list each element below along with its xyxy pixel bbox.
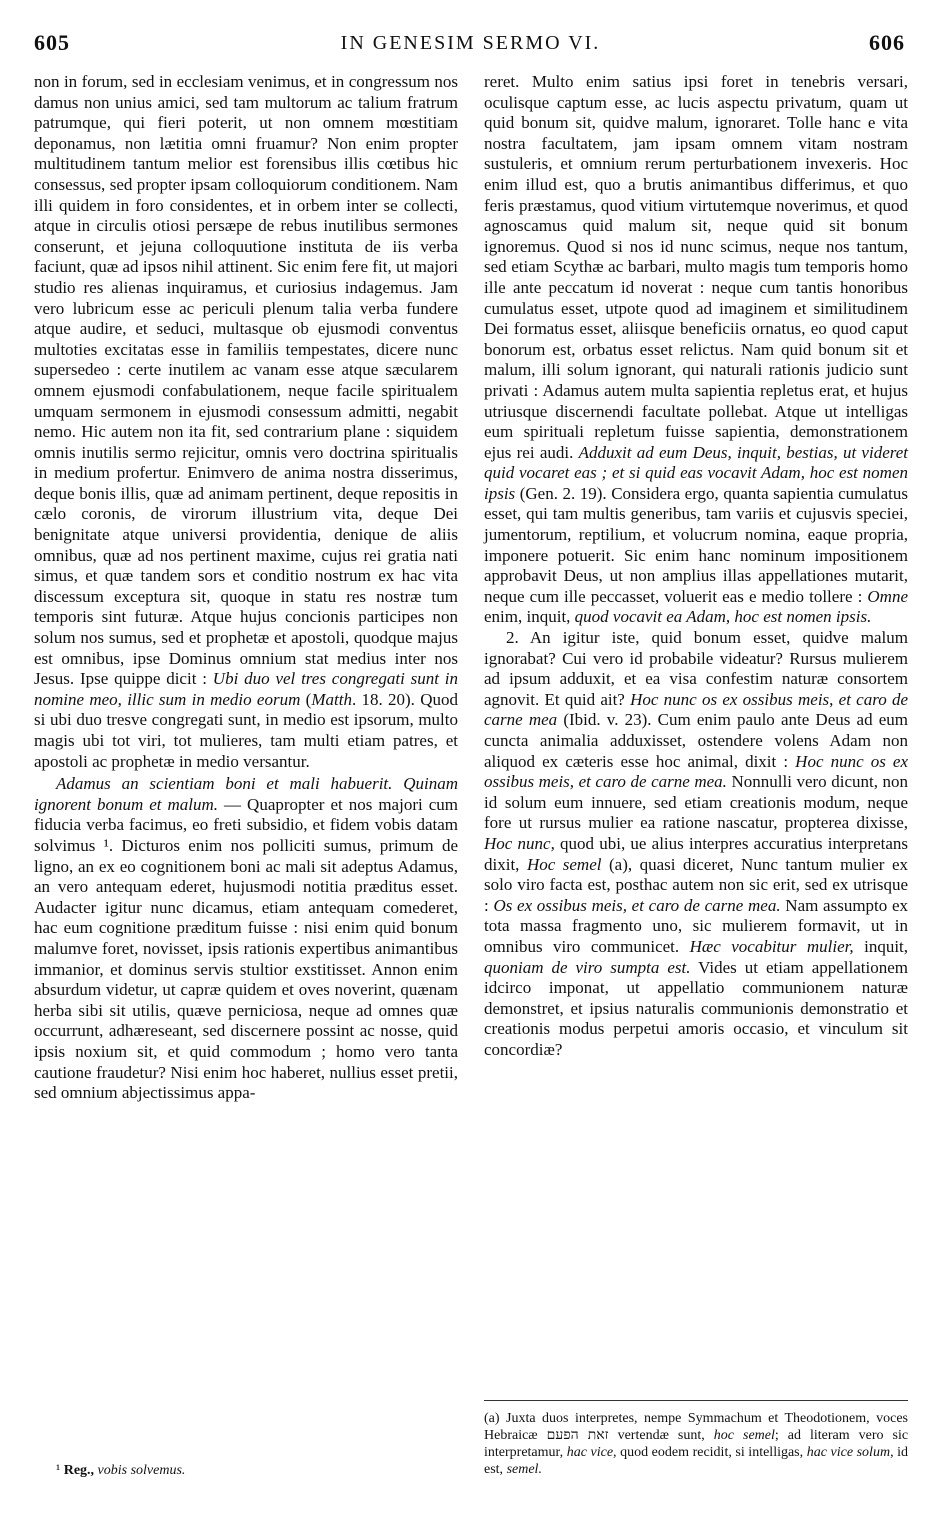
scripture-quote: Hoc semel: [526, 854, 602, 874]
footnote-text: , id est,: [484, 1445, 909, 1477]
text: — Quapropter et nos majori cum fiducia verba facimus, eo freti subsidio, et fidem vobis datam solvimus ¹. Dicturos enim nos polliciti sumus, primum de ligno, an ex eo cognitionem boni ac mali sit adeptus Adamus, an vero antequam ederet, hujusmodi notitia præditus esset. Audacter igitur nunc dicamus, etiam antequam comederet, hac eum cognitione præditum fuisse : nisi enim quid bonum malumve foret, novisset, ipsis rationis expertibus animantibus immanior, et dominus servis stultior exstitisset. Annon enim absurdum videtur, ut capræ quidem et oves noverint, quænam herba sibi sit utilis, quæve perniciosa, neque ad omnes quæ occurrunt, adhæreseant, sed discernere possint ac nosse, quid ipsis noxium sit, et quid commodum ; homo vero tanta cautione fraudetur? Nisi enim hoc haberet, nullius esset pretii, sed omnium abjectissimus appa-: [34, 794, 458, 1103]
page-header: [0, 0, 941, 62]
footnote-italic: hac vice solum: [806, 1445, 891, 1460]
footnote-italic: semel.: [506, 1462, 542, 1477]
left-column: [34, 72, 458, 1104]
text: 2. An igitur iste, quid bonum esset, quidve malum ignorabat? Cui vero id probabile videatur? Rursus mulierem ad ipsum adduxit, et ea visa confestim naturæ consortem agnovit. Et quid ait?: [484, 628, 908, 709]
text: Quod si ubi duo tresve congregati sunt, in medio est ipsorum, multo magis ubi tot viri, tot mulieres, tam multi etiam patres, et apostoli ac prophetæ in medio versantur.: [34, 689, 459, 771]
scripture-quote: Ubi duo vel tres congregati sunt in nomine meo, illic sum in medio eorum: [34, 669, 458, 709]
footnote-italic: vobis solvemus.: [97, 1463, 186, 1478]
footnote-italic: hac vice: [566, 1445, 614, 1460]
footnote-text: ; ad literam vero sic interpretamur,: [484, 1428, 909, 1460]
footnote-text: , quod eodem recidit, si intelligas,: [613, 1445, 804, 1460]
scripture-quote: Hoc nunc,: [484, 833, 555, 853]
footnote-mark: ¹: [56, 1463, 61, 1478]
text: Nam assumpto ex tota massa fragmento uno, sic mulierem formavit, ut in omnibus viro communicet.: [484, 895, 909, 956]
scripture-quote: Hoc nunc os ex ossibus meis, et caro de carne mea.: [484, 751, 909, 792]
scripture-quote: Hoc nunc os ex ossibus meis, et caro de carne mea: [484, 689, 908, 730]
scripture-quote: Os ex ossibus meis, et caro de carne mea.: [493, 895, 781, 915]
footnote-italic: hoc semel: [713, 1428, 775, 1443]
right-column: [484, 72, 908, 1061]
scripture-quote: Omne: [867, 586, 908, 606]
footnote-divider: [484, 1400, 908, 1401]
footnote-1: [56, 1462, 456, 1479]
page-number-right: 606: [869, 30, 905, 55]
hebrew-text: זאת הפעם: [546, 1428, 609, 1443]
left-paragraph-2: [34, 774, 458, 1104]
text: Vides ut etiam appellationem idcirco imponat, ut appellatio communionem naturæ demonstret, et ipsius naturalis communionis demonstratio et creationis modus perpetui amoris occasio, et vinculum sit concordiæ?: [484, 957, 908, 1059]
page-number-left: 605: [34, 30, 70, 55]
ref-num: . 18. 20).: [351, 689, 415, 709]
scripture-ref: (Ibid. v. 23).: [563, 710, 652, 730]
text: enim, inquit,: [484, 607, 571, 627]
ref-book: Matth: [311, 689, 352, 709]
text: Considera ergo, quanta sapientia cumulatus esset, qui tam multis generibus, tam variis et cujusvis speciei, jumentorum, reptilium, et volucrum nomina, eaque propria, imponere potuerit. Sic enim hanc nominum impositionem approbavit Deus, ut non amplius illas appellationes mutarit, neque cum ille peccasset, voluerit eas e medio tollere :: [484, 483, 908, 606]
scripture-quote: Hæc vocabitur mulier,: [689, 936, 854, 956]
footnote-a: [484, 1410, 908, 1478]
scripture-quote: Adduxit ad eum Deus, inquit, bestias, ut videret quid vocaret eas ; et si quid eas vocavit Adam, hoc est nomen ipsis: [484, 442, 908, 503]
running-title: IN GENESIM SERMO VI.: [340, 32, 601, 54]
footnote-mark: (a): [484, 1411, 500, 1426]
ref-open: (: [305, 689, 312, 709]
left-paragraph-1: [34, 72, 458, 772]
text: quod ubi, ue alius interpres accuratius interpretans dixit,: [484, 833, 908, 874]
scripture-ref: (Gen. 2. 19).: [519, 483, 607, 503]
footnote-text: Juxta duos interpretes, nempe Symmachum et Theodotionem, voces Hebraicæ: [484, 1411, 908, 1443]
scripture-quote: quod vocavit ea Adam, hoc est nomen ipsis.: [574, 607, 872, 627]
text: quasi diceret, Nunc tantum mulier ex solo viro facta est, posthac autem non sic erit, sed ex utrisque :: [484, 854, 909, 915]
text: Cum enim paulo ante Deus ad eum cuncta animalia adduxisset, ostendere volens Adam non aliquod ex cæteris esse hoc animal, dixit :: [484, 710, 908, 771]
right-paragraph-2: [484, 628, 908, 1060]
text: inquit,: [864, 936, 909, 956]
footnote-marker: (a),: [609, 854, 633, 874]
section-heading: Adamus an scientiam boni et mali habuerit. Quinam ignorent bonum et malum.: [34, 774, 458, 814]
text: reret. Multo enim satius ipsi foret in tenebris versari, oculisque captum esse, ac lucis aspectu privatum, quam ut quid bonum sit, quidve malum, ignoraret. Tolle hanc e vita nostra facultatem, jam ipsam omnem vitam nostram sustuleris, et omnium rerum perturbationem invexeris. Hoc enim illud est, quo a brutis animantibus differimus, et quo feris præstamus, quod vitium virtutemque noverimus, et quod agnoscamus quid malum sit, neque quid sit bonum ignoremus. Quod si nos id nunc scimus, neque nos tantum, sed etiam Scythæ ac barbari, multo magis tum temporis homo ille ante peccatum id noverat : neque cum tantis honoribus cumulatus esset, utpote quod ad imaginem et similitudinem Dei formatus esset, aliisque beneficiis ornatus, eo quod caput bonorum est, orbatus esset relictus. Nam quid bonum sit et malum, illi solum ignorant, qui naturali rationis judicio sunt privati : Adamus autem multa sapientia repletus erat, et hujus utriusque discernendi facultate pollebat. Atque ut intelligas eum spirituali repletum fuisse sapientia, demonstrationem ejus rei audi.: [484, 72, 908, 462]
right-paragraph-1: [484, 72, 908, 628]
text: Nonnulli vero dicunt, non id solum eum innuere, sed etiam creationis modum, neque fore ut rursus mulier ea ratione nascatur, propterea dixisse,: [484, 772, 909, 833]
text: non in forum, sed in ecclesiam venimus, et in congressum nos damus non unius amici, sed tam multorum ac talium fratrum patrumque, qui fieri poterit, ut non omnem mœstitiam deponamus, non lætitia omni fruamur? Non enim propter multitudinem tantum melior est forensibus illis cœtibus hic consessus, sed propter ipsam colloquiorum conditionem. Nam illi quidem in foro considentes, et in orbem inter se collecti, atque in circulis otiosi persæpe de rebus inutilibus sermones conserunt, et jejuna colloquutione instituta de iis verba faciunt, quæ ad ipsos nihil attinent. Sic enim fere fit, ut majori studio res alienas inquiramus, et curiosius indagemus. Jam vero lubricum esse ac periculi plenum talia verba fundere atque audire, et seduci, multasque ob ejusmodi conventus multoties excitatas esse in familiis tempestates, dicere nunc supersedeo : certe inutilem ac vanam esse atque sæcularem omnem ejusmodi confabulationem, neque facile spiritualem umquam sermonem in ejusmodi consessum admitti, negabit nemo. Hic autem non ita fit, sed contrarium plane : siquidem omnis inutilis sermo rejicitur, omnis vero doctrina spiritualis in medium profertur. Enimvero de anima nostra disserimus, deque bonis illis, quæ ad animam pertinent, deque repositis in cælo coronis, de virorum illustrium vita, deque Dei benignitate atque universi providentia, denique de aliis omnibus, quæ ad nos pertinent maxime, cujus rei gratia nati simus, et quæ tandem sors et conditio nostrum ex hac vita discessum exceptura sit, quoque in statu res nostræ tum temporis sint futuræ. Atque hujus concionis participes non solum nos sumus, sed et prophetæ et apostoli, quodque majus est omnibus, ipse Dominus omnium stat medius inter nos Jesus. Ipse quippe dicit :: [34, 72, 458, 689]
scripture-quote: quoniam de viro sumpta est.: [484, 957, 691, 977]
footnote-text: Reg.,: [63, 1463, 95, 1478]
footnote-text: vertendæ sunt,: [617, 1428, 705, 1443]
